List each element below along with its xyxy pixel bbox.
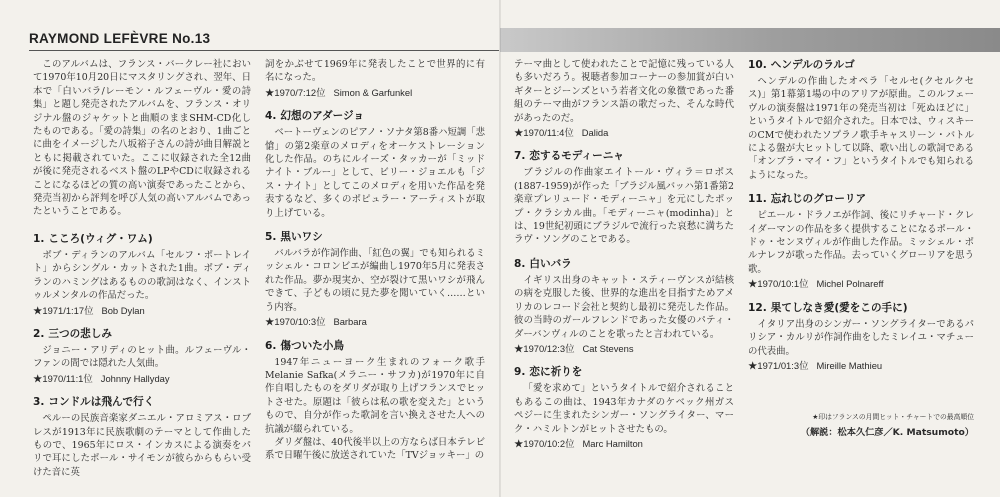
chart-rank: ★1970/11:1位 <box>33 372 93 384</box>
song-title <box>748 192 974 207</box>
song-title-text: 恋するモディーニャ <box>529 150 624 163</box>
song-number: 4. <box>265 110 277 123</box>
song-description: ボブ・ディランのアルバム「セルフ・ポートレイト」からシングル・カットされた1曲。ボブ・ディランのハミングはあるものの歌詞はなく、インストゥルメンタルの作品だった。 <box>33 249 251 302</box>
commentary-credit: （解説：松本久仁彦／K. Matsumoto） <box>800 427 974 438</box>
artist-name: Johnny Hallyday <box>100 372 170 384</box>
song-description-continued: テーマ曲として使われたことで記憶に残っている人も多いだろう。視聴者参加コーナーの参加賞が白いギターとジーンズという若者文化の象徴であった番組のテーマ曲がフランス語の歌だった、そんな時代があったのだ。 <box>514 59 734 124</box>
song-title-text: 恋に祈りを <box>529 366 583 379</box>
song-description: イギリス出身のキャット・スティーヴンスが結核の病を克服した後、世界的な進出を目指すためアメリカのレコード会社と契約し最初に発売した作品。彼の当時のガールフレンドであった女優のパティ・ダーバンヴィルのことを歌ったと言われている。 <box>514 274 734 340</box>
song-5 <box>265 230 485 328</box>
chart-position <box>33 372 251 385</box>
artist-name: Marc Hamilton <box>582 437 643 449</box>
song-title <box>514 365 734 380</box>
song-description: ジョニー・アリディのヒット曲。ルフェーヴル・ファンの間では隠れた人気曲。 <box>33 344 251 370</box>
chart-footnote: ★印はフランスの月間ヒット・チャートでの最高順位 <box>812 413 974 421</box>
song-number: 3. <box>33 396 45 409</box>
chart-rank: ★1971/01:3位 <box>748 359 809 371</box>
song-number: 10. <box>748 59 767 71</box>
song-description: ベートーヴェンのピアノ・ソナタ第8番ハ短調「悲愴」の第2楽章のメロディをオーケストレーション化した作品。のちにルイーズ・タッカーが「ミッドナイト・ブルー」として、ビリー・ジョエルも「ジス・ナイト」としてこのメロディを用いた作品を発表するなど、多くのポピュラー・アーティストが取り上げている。 <box>265 127 486 219</box>
chart-rank: ★1970/10:1位 <box>748 278 809 290</box>
song-title <box>265 230 485 245</box>
song-title-text: 幻想のアダージョ <box>280 110 364 123</box>
song-title <box>514 257 734 272</box>
chart-rank: ★1970/11:4位 <box>514 127 574 139</box>
artist-name: Cat Stevens <box>582 342 634 354</box>
song-6-continued <box>514 58 734 139</box>
song-number: 12. <box>748 301 767 314</box>
song-description-2: ダリダ盤は、40代後半以上の方ならば日本テレビ系で日曜午後に放送されていた「TVジョッキー」の <box>265 436 485 462</box>
song-description: 1947年ニューヨーク生まれのフォーク歌手Melanie Safka(メラニー・サフカ)が1970年に自作自唱したものをダリダが取り上げフランスでヒットさせた。原題は「彼らは私の歌を変えた」というもので、自分が作った歌詞を言い換えさせた人への抗議が綴られている。 <box>265 356 485 435</box>
song-2 <box>33 327 251 385</box>
song-title <box>748 301 974 316</box>
chart-position <box>514 342 734 355</box>
song-12 <box>748 301 974 373</box>
song-title <box>514 149 734 164</box>
album-title: RAYMOND LEFÈVRE No.13 <box>29 31 211 46</box>
song-title <box>265 339 485 354</box>
chart-rank: ★1971/1:17位 <box>33 304 94 316</box>
song-title <box>748 58 974 73</box>
song-10 <box>748 58 974 182</box>
song-title <box>265 109 485 124</box>
song-number: 6. <box>265 339 277 352</box>
song-number: 2. <box>33 327 45 340</box>
song-title-text: 忘れじのグローリア <box>770 193 867 206</box>
artist-name: Bob Dylan <box>101 304 145 316</box>
song-title-text: ヘンデルのラルゴ <box>770 59 855 71</box>
song-title-text: こころ(ウィグ・ワム) <box>48 232 153 245</box>
song-number: 11. <box>748 193 767 206</box>
artist-name: Mireille Mathieu <box>816 359 883 371</box>
header-gray-bar <box>500 28 1000 52</box>
chart-position <box>514 126 734 139</box>
column-1 <box>33 58 251 479</box>
song-title-text: 三つの悲しみ <box>48 327 112 340</box>
header-rule <box>29 50 499 51</box>
chart-rank: ★1970/7:12位 <box>265 86 326 98</box>
song-title <box>33 395 251 410</box>
page-fold <box>499 0 501 497</box>
chart-position <box>748 277 974 290</box>
song-title-text: 果てしなき愛(愛をこの手に) <box>770 301 908 314</box>
song-title-text: 傷ついた小鳥 <box>280 339 344 352</box>
intro-text: このアルバムは、フランス・バークレー社において1970年10月20日にマスタリングされ、翌年、日本で「白いバラ/レーモン・ルフェーヴル・愛の詩集」と題し発売されたアルバムを、フランス・オリジナル盤のジャケットと曲順のままSHM-CD化したものである。「愛の詩集」の名のとおり、1曲ごとに曲をイメージした八坂裕子さんの詩が曲目解説とともに掲載されていた。ここに収録された全12曲が後に発売されるベスト盤のLPやCDに収録されることになるほどの質の高い演奏であったことから、発売当初から評判を呼び人気の高いアルバムであったということである。 <box>33 59 251 218</box>
song-9 <box>514 365 734 450</box>
song-description-continued: 詞をかぶせて1969年に発表したことで世界的に有名になった。 <box>265 59 485 84</box>
chart-position <box>748 359 974 372</box>
song-1 <box>33 232 251 317</box>
song-description: バルバラが作詞作曲、「紅色の翼」でも知られるミッシェル・コロンビエが編曲し1970年5月に発表された作品。夢か現実か、空が裂けて黒いワシが飛んできて、子どもの頃に見た夢を聞いていく……という内容。 <box>265 248 485 313</box>
song-4 <box>265 109 485 220</box>
song-3 <box>33 395 251 479</box>
song-number: 1. <box>33 232 45 245</box>
song-description: ピエール・ドラノエが作詞、後にリチャード・クレイダーマンの作品を多く提供することになるポール・ドゥ・センヌヴィルが作曲した作品。ミッシェル・ポルナレフが歌った作品。去っていくグローリアを思う歌。 <box>748 210 974 275</box>
chart-position <box>514 437 734 450</box>
song-3-continued <box>265 58 485 99</box>
song-description: 「愛を求めて」というタイトルで紹介されることもあるこの曲は、1943年カナダのケベック州ガスペジーに生まれたシンガー・ソングライター、マーク・ハミルトンがヒットさせたもの。 <box>514 383 734 435</box>
song-6 <box>265 339 485 463</box>
song-title <box>33 327 251 342</box>
song-number: 8. <box>514 257 526 270</box>
chart-position <box>265 315 485 328</box>
artist-name: Dalida <box>581 127 609 139</box>
song-7 <box>514 149 734 246</box>
column-3 <box>514 58 734 450</box>
column-4 <box>748 58 974 372</box>
song-title-text: 黒いワシ <box>280 231 323 244</box>
chart-rank: ★1970/10:3位 <box>265 316 326 328</box>
chart-rank: ★1970/10:2位 <box>514 437 575 449</box>
song-11 <box>748 192 974 290</box>
song-number: 5. <box>265 231 277 244</box>
song-description: ブラジルの作曲家エイトール・ヴィラ＝ロボス(1887-1959)が作った「ブラジル風バッハ第1番第2楽章プレリュード・モディーニャ」を元にしたポップ・クラシカル曲。「モディーニャ(modinha)」とは、19世紀初頭にブラジルで流行った哀愁に満ちたラヴ・ソングのことである。 <box>514 167 734 246</box>
chart-position <box>265 86 485 99</box>
song-8 <box>514 257 734 355</box>
song-title <box>33 232 251 247</box>
chart-rank: ★1970/12:3位 <box>514 342 575 354</box>
artist-name: Simon & Garfunkel <box>333 86 413 98</box>
song-title-text: 白いバラ <box>529 257 572 270</box>
song-number: 7. <box>514 150 526 163</box>
artist-name: Michel Polnareff <box>816 278 884 290</box>
song-description: ヘンデルの作曲したオペラ「セルセ(クセルクセス)」第1幕第1場の中のアリアが原曲。このルフェーヴルの演奏盤は1971年の発売当初は「死ぬほどに」というタイトルで紹介された。日本では、ウィスキーのCMで使われたソプラノ歌手キャスリーン・バトルによる盤が大ヒットして以降、歌い出しの歌詞である「オンブラ・マイ・フ」というタイトルでも知られるようになった。 <box>748 76 974 181</box>
song-description: イタリア出身のシンガー・ソングライターであるパリシア・カルリが作詞作曲をしたミレイユ・マチューの代表曲。 <box>748 318 974 357</box>
song-description: ペルーの民族音楽家ダニエル・アロミアス・ロブレスが1913年に民族歌劇のテーマとして作曲したもので、1965年にロス・インカスによる演奏をパリで耳にしたポール・サイモンが彼らからもらい受けた音に英 <box>33 413 251 478</box>
song-number: 9. <box>514 366 526 379</box>
artist-name: Barbara <box>333 316 367 328</box>
song-title-text: コンドルは飛んで行く <box>48 396 155 409</box>
column-2 <box>265 58 485 463</box>
chart-position <box>33 304 251 317</box>
